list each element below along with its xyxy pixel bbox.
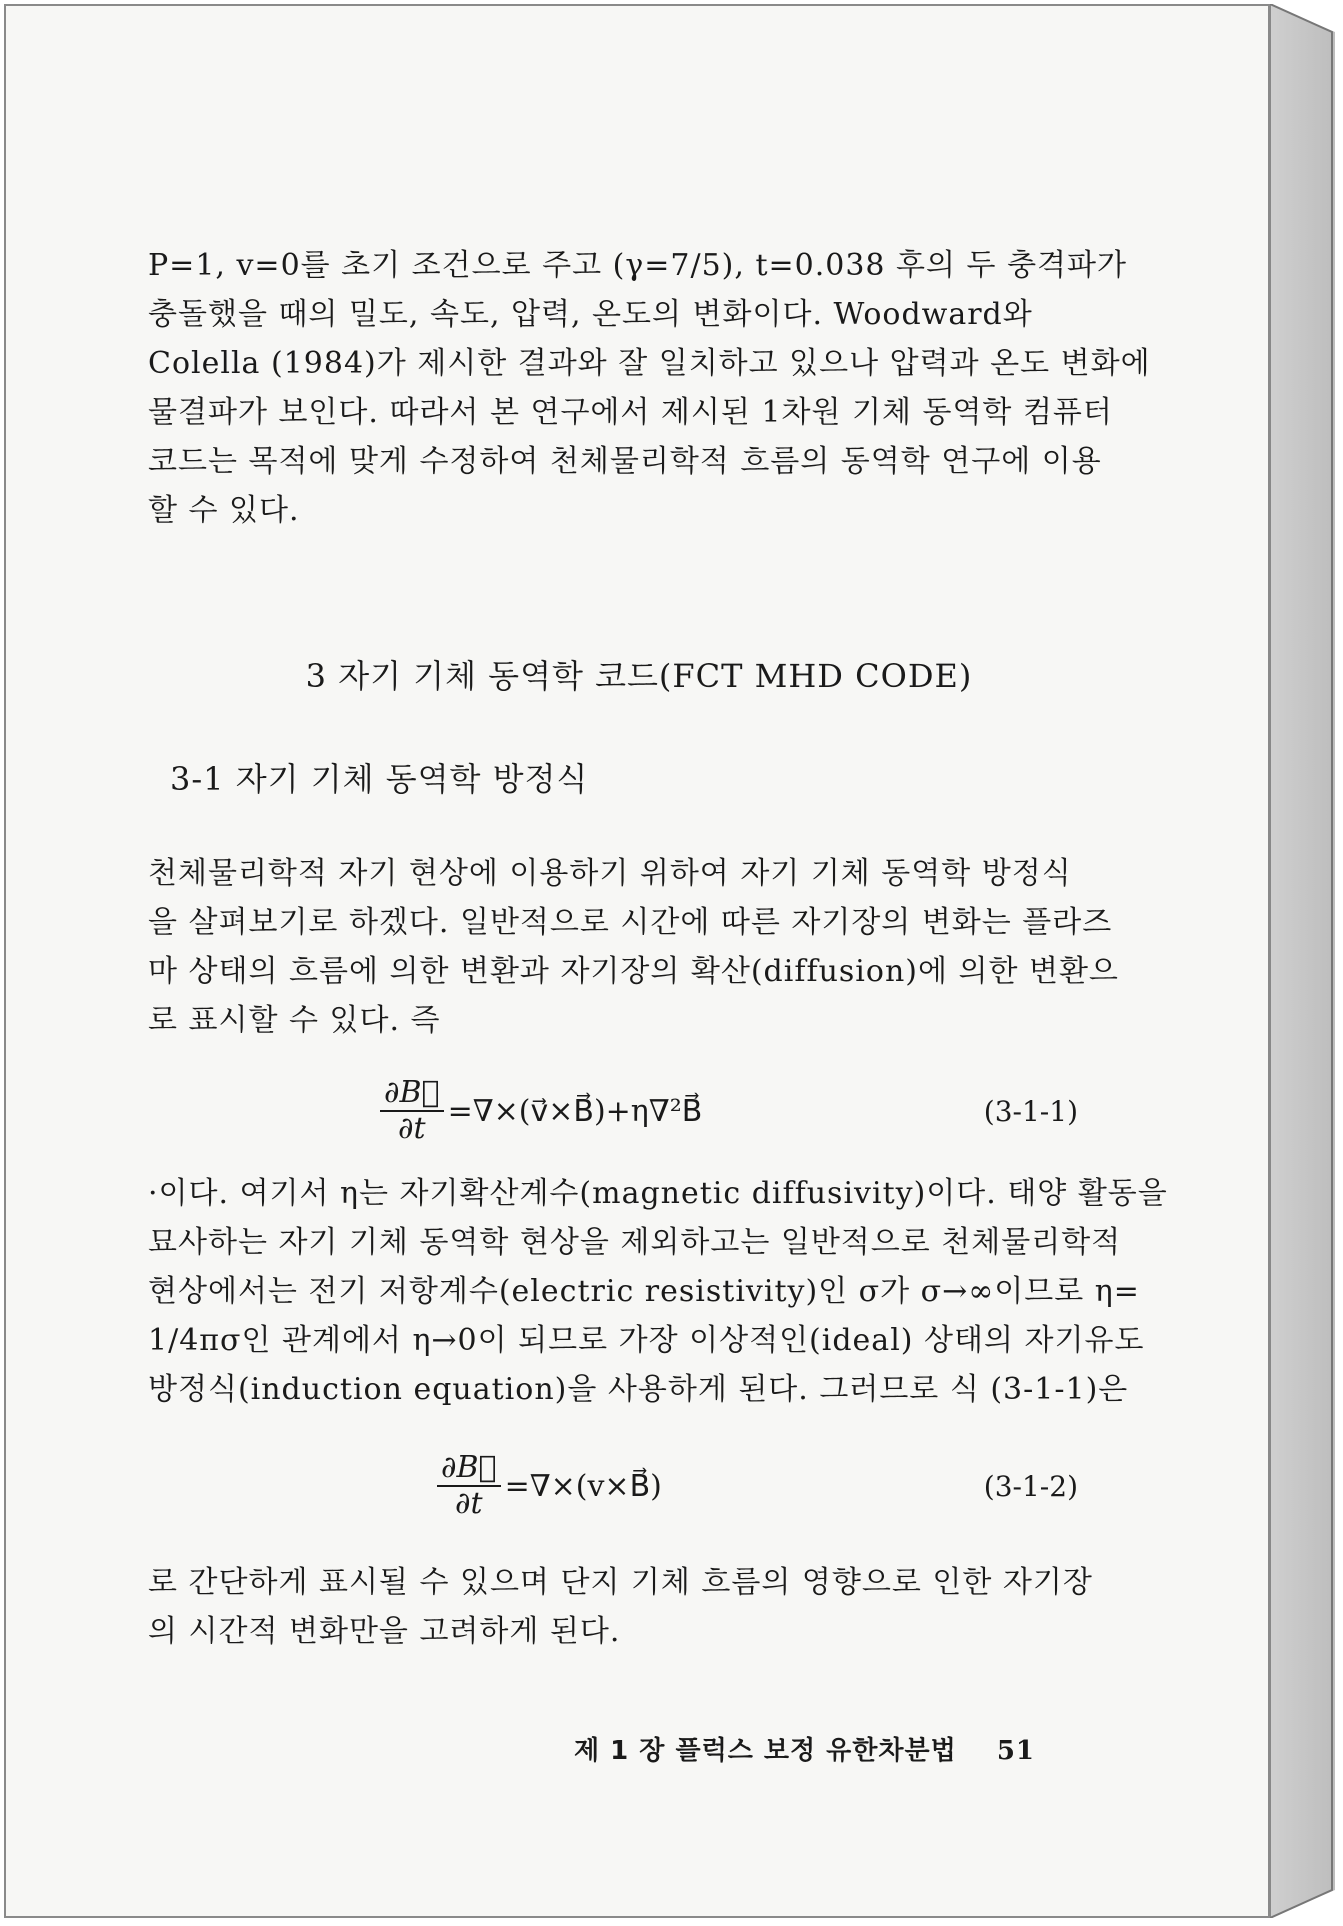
fraction-denominator: ∂t <box>397 1111 426 1146</box>
text-line: 묘사하는 자기 기체 동역학 현상을 제외하고는 일반적으로 천체물리학적 <box>148 1225 1122 1260</box>
text-line: 1/4πσ인 관계에서 η→0이 되므로 가장 이상적인(ideal) 상태의 자기유도 <box>148 1323 1145 1358</box>
text-line: 천체물리학적 자기 현상에 이용하기 위하여 자기 기체 동역학 방정식 <box>148 856 1072 891</box>
text-line: 할 수 있다. <box>148 493 300 528</box>
equation-3-1-1 <box>148 1071 1078 1151</box>
equation-number: (3-1-2) <box>983 1469 1078 1503</box>
equation-body <box>376 1071 702 1151</box>
fraction-numerator: ∂B⃗ <box>437 1451 501 1487</box>
text-line: P=1, v=0를 초기 조건으로 주고 (γ=7/5), t=0.038 후의 두 충격파가 <box>148 248 1127 283</box>
fraction-numerator: ∂B⃗ <box>380 1076 444 1112</box>
derivative-fraction <box>380 1076 444 1146</box>
running-chapter-title: 제 1 장 플럭스 보정 유한차분법 <box>574 1736 957 1766</box>
text-line: 충돌했을 때의 밀도, 속도, 압력, 온도의 변화이다. Woodward와 <box>148 297 1033 332</box>
document-page <box>4 4 1270 1918</box>
text-line: ·이다. 여기서 η는 자기확산계수(magnetic diffusivity)이다. 태양 활동을 <box>148 1176 1168 1211</box>
text-line: 의 시간적 변화만을 고려하게 된다. <box>148 1614 621 1649</box>
paragraph-2 <box>148 1169 1168 1414</box>
page-footer <box>574 1730 1035 1767</box>
text-line: 물결파가 보인다. 따라서 본 연구에서 제시된 1차원 기체 동역학 컴퓨터 <box>148 395 1113 430</box>
text-line: 로 간단하게 표시될 수 있으며 단지 기체 흐름의 영향으로 인한 자기장 <box>148 1565 1093 1600</box>
text-line: 코드는 목적에 맞게 수정하여 천체물리학적 흐름의 동역학 연구에 이용 <box>148 444 1102 479</box>
fraction-denominator: ∂t <box>454 1486 483 1521</box>
equation-rhs: =∇×(v⃗×B⃗)+η∇²B⃗ <box>447 1093 703 1129</box>
text-line: Colella (1984)가 제시한 결과와 잘 일치하고 있으나 압력과 온도 변화에 <box>148 346 1151 381</box>
chapter-heading: 3 자기 기체 동역학 코드(FCT MHD CODE) <box>305 657 973 695</box>
text-line: 로 표시할 수 있다. 즉 <box>148 1003 441 1038</box>
text-line: 현상에서는 전기 저항계수(electric resistivity)인 σ가 σ→∞이므로 η= <box>148 1274 1140 1309</box>
text-line: 방정식(induction equation)을 사용하게 된다. 그러므로 식 (3-1-1)은 <box>148 1372 1129 1407</box>
book-page-edge <box>1270 4 1335 1918</box>
equation-3-1-2 <box>148 1446 1078 1526</box>
text-line: 마 상태의 흐름에 의한 변환과 자기장의 확산(diffusion)에 의한 변환으 <box>148 954 1119 989</box>
paragraph-3 <box>148 1558 1093 1656</box>
page-number: 51 <box>996 1736 1035 1766</box>
section-heading: 3-1 자기 기체 동역학 방정식 <box>170 760 589 798</box>
equation-body <box>433 1446 662 1526</box>
equation-number: (3-1-1) <box>983 1094 1078 1128</box>
equation-rhs: =∇×(v×B⃗) <box>504 1468 662 1504</box>
derivative-fraction <box>437 1451 501 1521</box>
text-line: 을 살펴보기로 하겠다. 일반적으로 시간에 따른 자기장의 변화는 플라즈 <box>148 905 1113 940</box>
paragraph-1 <box>148 849 1119 1045</box>
intro-paragraph <box>148 241 1151 535</box>
